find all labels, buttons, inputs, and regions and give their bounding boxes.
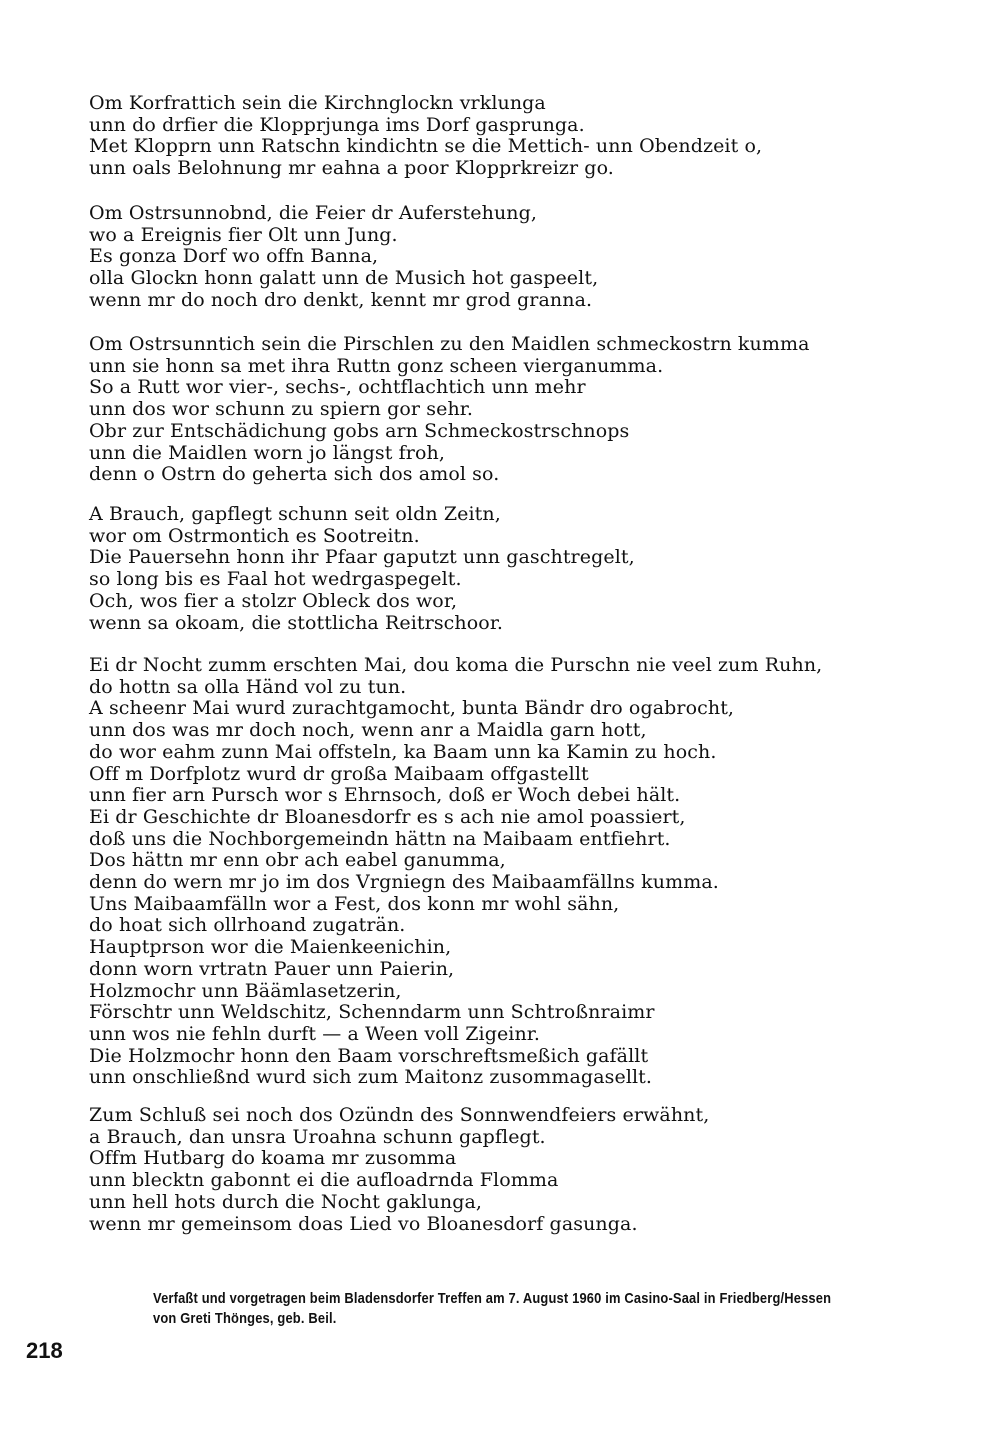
poem-line: denn o Ostrn do geherta sich dos amol so.	[89, 463, 500, 486]
poem-line: unn dos was mr doch noch, wenn anr a Maidla garn hott,	[89, 719, 647, 742]
stanza	[89, 93, 969, 180]
stanza	[89, 203, 969, 312]
poem-line: wor om Ostrmontich es Sootreitn.	[89, 524, 420, 547]
poem-line: doß uns die Nochborgemeindn hättn na Maibaam entfiehrt.	[89, 827, 671, 850]
poem-line: olla Glockn honn galatt unn de Musich hot gaspeelt,	[89, 267, 599, 290]
page-number: 218	[26, 1338, 63, 1363]
poem-line: Om Korfrattich sein die Kirchnglockn vrklunga	[89, 92, 546, 114]
poem-line: Och, wos fier a stolzr Obleck dos wor,	[89, 589, 458, 612]
poem-line: wenn sa okoam, die stottlicha Reitrschoor.	[89, 611, 504, 634]
poem-line: wenn mr gemeinsom doas Lied vo Bloanesdorf gasunga.	[89, 1212, 638, 1235]
poem-line: Holzmochr unn Bäämlasetzerin,	[89, 979, 402, 1002]
stanza	[89, 504, 969, 634]
footnote: Verfaßt und vorgetragen beim Bladensdorfer Treffen am 7. August 1960 im Casino-Saal in Friedberg/Hessen von Greti Thönges, geb. Beil.	[153, 1290, 832, 1327]
poem-line: unn onschließnd wurd sich zum Maitonz zusommagasellt.	[89, 1066, 653, 1089]
poem-line: unn wos nie fehln durft — a Ween voll Zigeinr.	[89, 1022, 541, 1045]
poem-line: unn sie honn sa met ihra Ruttn gonz scheen vierganumma.	[89, 354, 664, 377]
poem-line: do hoat sich ollrhoand zugaträn.	[89, 914, 406, 937]
poem-line: A scheenr Mai wurd zurachtgamocht, bunta Bändr dro ogabrocht,	[89, 697, 735, 720]
poem-line: wenn mr do noch dro denkt, kennt mr grod granna.	[89, 288, 593, 311]
poem-line: unn oals Belohnung mr eahna a poor Klopprkreizr go.	[89, 157, 614, 180]
poem-line: unn hell hots durch die Nocht gaklunga,	[89, 1190, 483, 1213]
poem-line: A Brauch, gapflegt schunn seit oldn Zeitn,	[89, 503, 501, 525]
poem-line: donn worn vrtratn Pauer unn Paierin,	[89, 957, 455, 980]
poem-line: unn dos wor schunn zu spiern gor sehr.	[89, 398, 474, 421]
poem-line: Ei dr Nocht zumm erschten Mai, dou koma die Purschn nie veel zum Ruhn,	[89, 654, 823, 676]
poem-line: Die Pauersehn honn ihr Pfaar gaputzt unn gaschtregelt,	[89, 546, 635, 569]
poem-line: Dos hättn mr enn obr ach eabel ganumma,	[89, 849, 506, 872]
poem-line: So a Rutt wor vier-, sechs-, ochtflachtich unn mehr	[89, 376, 586, 399]
poem-line: Zum Schluß sei noch dos Ozündn des Sonnwendfeiers erwähnt,	[89, 1104, 710, 1126]
poem-line: unn blecktn gabonnt ei die aufloadrnda Flomma	[89, 1169, 559, 1192]
poem-line: unn fier arn Pursch wor s Ehrnsoch, doß er Woch debei hält.	[89, 784, 681, 807]
poem-line: do hottn sa olla Händ vol zu tun.	[89, 675, 407, 698]
poem-line: denn do wern mr jo im dos Vrgniegn des Maibaamfällns kumma.	[89, 871, 719, 894]
stanza	[89, 1105, 969, 1235]
poem-line: Offm Hutbarg do koama mr zusomma	[89, 1147, 457, 1170]
poem-line: wo a Ereignis fier Olt unn Jung.	[89, 223, 398, 246]
poem-line: Obr zur Entschädichung gobs arn Schmeckostrschnops	[89, 419, 630, 442]
poem-line: a Brauch, dan unsra Uroahna schunn gapflegt.	[89, 1125, 546, 1148]
poem-line: Off m Dorfplotz wurd dr großa Maibaam offgastellt	[89, 762, 589, 785]
poem-line: do wor eahm zunn Mai offsteln, ka Baam unn ka Kamin zu hoch.	[89, 740, 717, 763]
poem-line: unn die Maidlen worn jo längst froh,	[89, 441, 445, 464]
poem-line: Förschtr unn Weldschitz, Schenndarm unn Schtroßnraimr	[89, 1001, 655, 1024]
stanza	[89, 655, 969, 1089]
poem-line: so long bis es Faal hot wedrgaspegelt.	[89, 568, 462, 591]
poem-line: Met Klopprn unn Ratschn kindichtn se die Mettich- unn Obendzeit o,	[89, 135, 763, 158]
stanza	[89, 334, 969, 486]
poem-line: Ei dr Geschichte dr Bloanesdorfr es s ach nie amol poassiert,	[89, 805, 686, 828]
poem-line: Hauptprson wor die Maienkeenichin,	[89, 936, 452, 959]
poem-line: Es gonza Dorf wo offn Banna,	[89, 245, 379, 268]
poem-line: unn do drfier die Klopprjunga ims Dorf gasprunga.	[89, 113, 585, 136]
poem-line: Uns Maibaamfälln wor a Fest, dos konn mr wohl sähn,	[89, 892, 620, 915]
poem-line: Om Ostrsunntich sein die Pirschlen zu den Maidlen schmeckostrn kumma	[89, 333, 810, 355]
poem-line: Om Ostrsunnobnd, die Feier dr Auferstehung,	[89, 202, 538, 224]
poem-line: Die Holzmochr honn den Baam vorschreftsmeßich gafällt	[89, 1044, 649, 1067]
